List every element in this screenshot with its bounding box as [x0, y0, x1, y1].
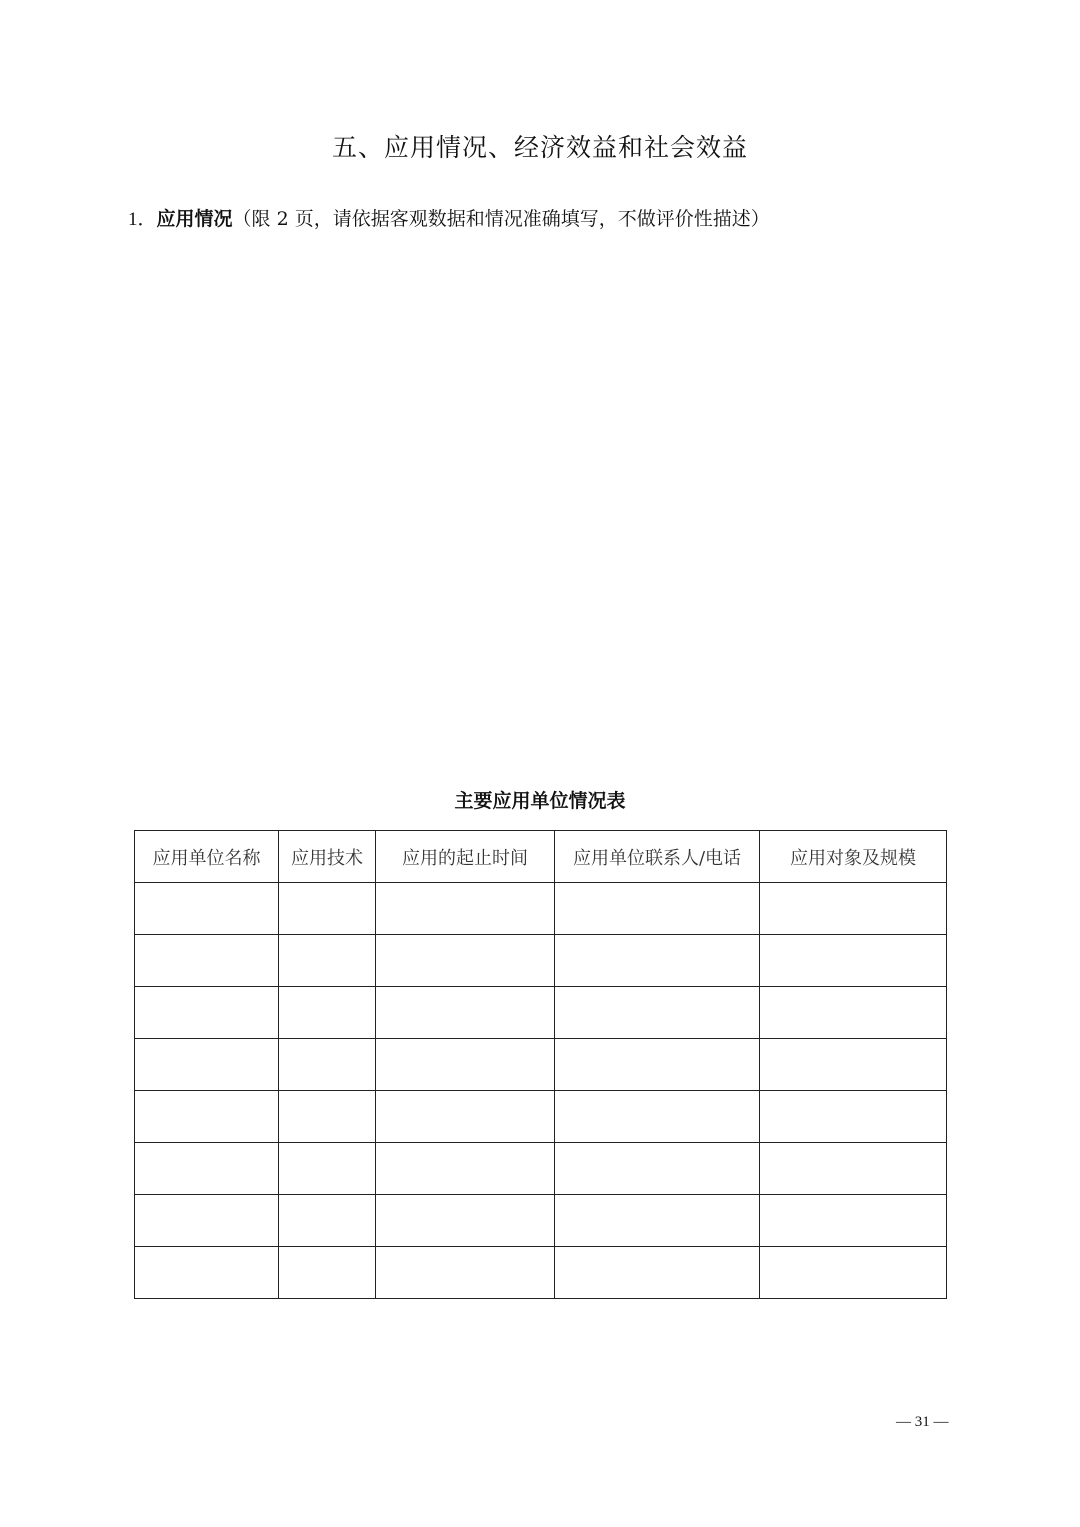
item-number: 1． [128, 209, 157, 230]
cell-technology[interactable] [279, 883, 376, 935]
cell-scope[interactable] [760, 1195, 947, 1247]
cell-contact[interactable] [555, 1195, 760, 1247]
item-heading [128, 204, 770, 235]
section-title: 五、应用情况、经济效益和社会效益 [331, 133, 748, 162]
cell-period[interactable] [376, 1247, 555, 1299]
cell-technology[interactable] [279, 987, 376, 1039]
header-scope: 应用对象及规模 [760, 831, 947, 883]
table-row [135, 883, 947, 935]
item-note: （限 2 页，请依据客观数据和情况准确填写，不做评价性描述） [232, 208, 770, 230]
header-period: 应用的起止时间 [376, 831, 555, 883]
table-body [135, 883, 947, 1299]
table-row [135, 987, 947, 1039]
table-header-row [135, 831, 947, 883]
header-contact: 应用单位联系人/电话 [555, 831, 760, 883]
cell-unit-name[interactable] [135, 1247, 279, 1299]
cell-period[interactable] [376, 1091, 555, 1143]
cell-contact[interactable] [555, 1143, 760, 1195]
cell-unit-name[interactable] [135, 1143, 279, 1195]
cell-unit-name[interactable] [135, 883, 279, 935]
cell-scope[interactable] [760, 1247, 947, 1299]
cell-period[interactable] [376, 1039, 555, 1091]
cell-unit-name[interactable] [135, 987, 279, 1039]
cell-period[interactable] [376, 1143, 555, 1195]
cell-technology[interactable] [279, 1143, 376, 1195]
cell-technology[interactable] [279, 1039, 376, 1091]
cell-unit-name[interactable] [135, 1195, 279, 1247]
header-unit-name: 应用单位名称 [135, 831, 279, 883]
cell-contact[interactable] [555, 935, 760, 987]
table-row [135, 1039, 947, 1091]
cell-period[interactable] [376, 883, 555, 935]
cell-contact[interactable] [555, 1091, 760, 1143]
cell-contact[interactable] [555, 1039, 760, 1091]
table-row [135, 1091, 947, 1143]
cell-period[interactable] [376, 987, 555, 1039]
cell-contact[interactable] [555, 987, 760, 1039]
cell-technology[interactable] [279, 935, 376, 987]
header-technology: 应用技术 [279, 831, 376, 883]
cell-scope[interactable] [760, 1039, 947, 1091]
table-row [135, 1143, 947, 1195]
cell-technology[interactable] [279, 1195, 376, 1247]
cell-contact[interactable] [555, 883, 760, 935]
cell-technology[interactable] [279, 1091, 376, 1143]
cell-contact[interactable] [555, 1247, 760, 1299]
cell-technology[interactable] [279, 1247, 376, 1299]
cell-unit-name[interactable] [135, 1091, 279, 1143]
table-title: 主要应用单位情况表 [454, 790, 626, 812]
cell-unit-name[interactable] [135, 935, 279, 987]
cell-scope[interactable] [760, 883, 947, 935]
table-row [135, 1247, 947, 1299]
cell-scope[interactable] [760, 1143, 947, 1195]
table-row [135, 935, 947, 987]
cell-scope[interactable] [760, 987, 947, 1039]
cell-period[interactable] [376, 935, 555, 987]
cell-scope[interactable] [760, 935, 947, 987]
cell-scope[interactable] [760, 1091, 947, 1143]
item-label: 应用情况 [156, 208, 233, 230]
table-row [135, 1195, 947, 1247]
cell-period[interactable] [376, 1195, 555, 1247]
cell-unit-name[interactable] [135, 1039, 279, 1091]
application-units-table [134, 830, 947, 1299]
page-number: — 31 — [896, 1414, 949, 1430]
